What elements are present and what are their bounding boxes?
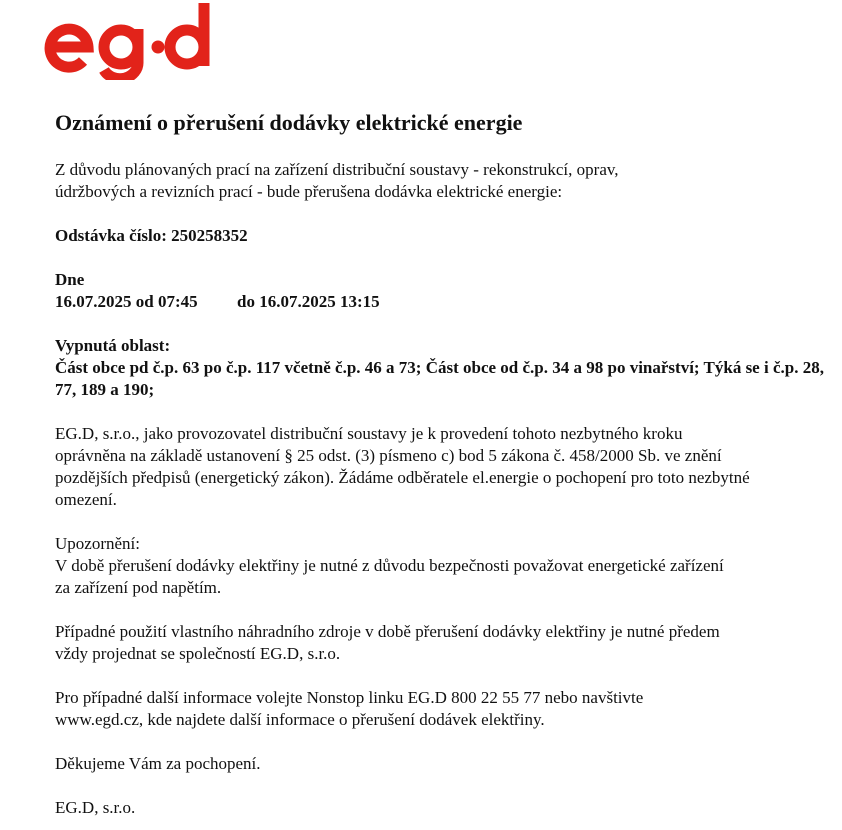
outage-number: Odstávka číslo: 250258352 (55, 226, 248, 245)
affected-area-block (55, 335, 835, 401)
contact-info: Pro případné další informace volejte Nonstop linku EG.D 800 22 55 77 nebo navštivte www.egd.cz, kde najdete další informace o přerušení dodávek elektřiny. (55, 688, 644, 729)
date-to: do 16.07.2025 13:15 (237, 292, 380, 311)
area-text: Část obce pd č.p. 63 po č.p. 117 včetně č.p. 46 a 73; Část obce od č.p. 34 a 98 po vinařství; Týká se i č.p. 28, 77, 189 a 190; (55, 358, 824, 399)
signature: EG.D, s.r.o. (55, 798, 136, 817)
warning-heading: Upozornění: (55, 534, 140, 553)
backup-source-note: Případné použití vlastního náhradního zdroje v době přerušení dodávky elektřiny je nutné předem vždy projednat se společností EG.D, s.r.o. (55, 622, 720, 663)
date-range (55, 292, 380, 311)
area-heading: Vypnutá oblast: (55, 336, 171, 355)
warning-block (55, 533, 735, 599)
notice-intro: Z důvodu plánovaných prací na zařízení distribuční soustavy - rekonstrukcí, oprav, údržbových a revizních prací - bude přerušena dodávka elektrické energie: (55, 160, 619, 201)
date-from: 16.07.2025 od 07:45 (55, 292, 198, 311)
warning-text: V době přerušení dodávky elektřiny je nutné z důvodu bezpečnosti považovat energetické zařízení za zařízení pod napětím. (55, 556, 724, 597)
notice-title: Oznámení o přerušení dodávky elektrické energie (55, 110, 523, 135)
outage-notice (55, 108, 835, 819)
outage-date-block (55, 269, 835, 313)
legal-basis: EG.D, s.r.o., jako provozovatel distribuční soustavy je k provedení tohoto nezbytného kroku oprávněna na základě ustanovení § 25 odst. (3) písmeno c) bod 5 zákona č. 458/2000 Sb. ve znění pozdějších předpisů (energetický zákon). Žádáme odběratele el.energie o pochopení pro toto nezbytné omezení. (55, 424, 750, 509)
thanks-text: Děkujeme Vám za pochopení. (55, 754, 261, 773)
date-heading: Dne (55, 270, 85, 289)
egd-logo (44, 0, 214, 80)
